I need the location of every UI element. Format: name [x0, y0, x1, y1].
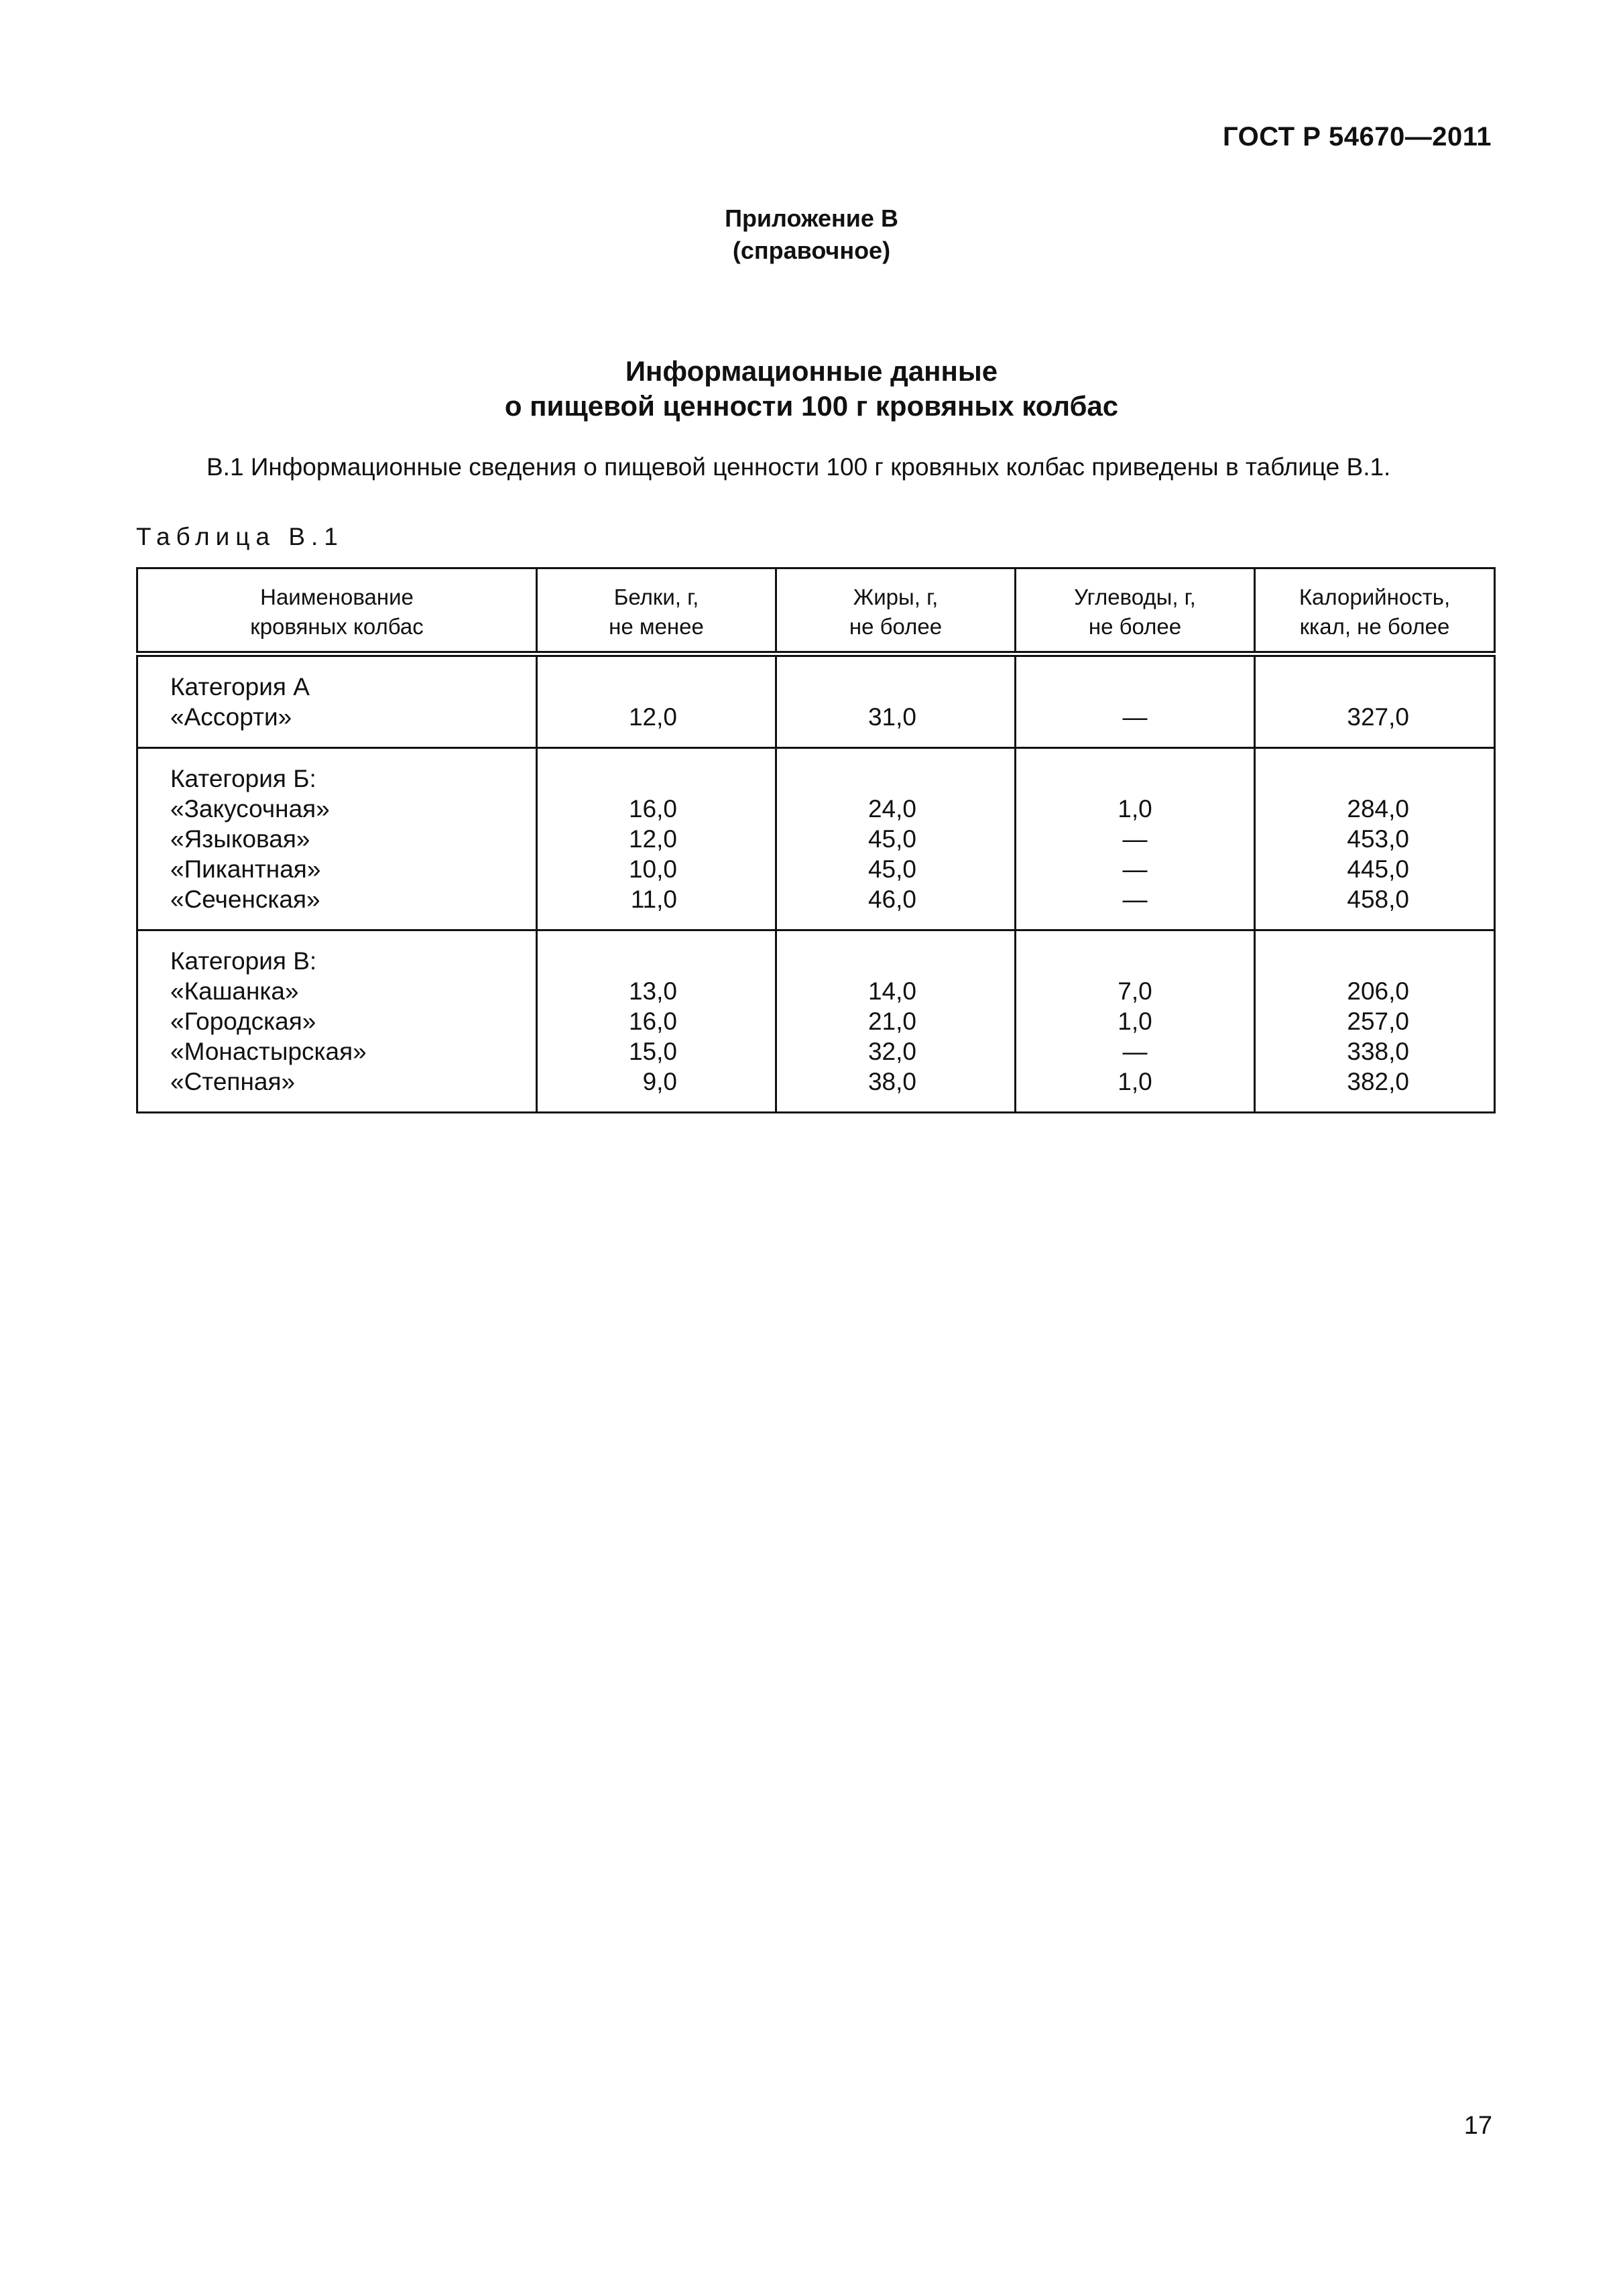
- fat-value: 45,0: [867, 855, 916, 883]
- cell-protein: [537, 654, 776, 748]
- cell-kcal: [1255, 930, 1495, 1113]
- kcal-value: 445,0: [1347, 855, 1409, 883]
- cell-fat: [776, 654, 1016, 748]
- document-code: ГОСТ Р 54670—2011: [1223, 122, 1492, 152]
- cell-carbs: [1016, 748, 1255, 930]
- table-row-group-c: [137, 930, 1495, 1113]
- product-name: «Закусочная»: [170, 795, 330, 823]
- protein-value: 16,0: [628, 1008, 677, 1035]
- annex-heading: [0, 202, 1623, 267]
- header-line: не более: [1088, 614, 1182, 639]
- cell-fat: [776, 748, 1016, 930]
- carbs-value: 7,0: [1118, 977, 1152, 1005]
- fat-value: 21,0: [867, 1008, 916, 1035]
- product-name: «Ассорти»: [170, 703, 292, 731]
- fat-value: 38,0: [867, 1068, 916, 1095]
- fat-value: 14,0: [867, 977, 916, 1005]
- intro-paragraph: В.1 Информационные сведения о пищевой ценности 100 г кровяных колбас приведены в таблице В.1.: [206, 453, 1391, 481]
- annex-title: Приложение В: [725, 204, 898, 232]
- kcal-value: 458,0: [1347, 886, 1409, 913]
- protein-value: 15,0: [628, 1038, 677, 1065]
- header-line: Жиры, г,: [853, 585, 939, 609]
- product-name: «Городская»: [170, 1008, 316, 1035]
- header-protein: [537, 568, 776, 654]
- page-number: 17: [1463, 2112, 1492, 2140]
- product-name: «Кашанка»: [170, 977, 299, 1005]
- header-fat: [776, 568, 1016, 654]
- product-name: «Монастырская»: [170, 1038, 367, 1065]
- header-line: Белки, г,: [613, 585, 699, 609]
- cell-fat: [776, 930, 1016, 1113]
- cell-names: [137, 654, 537, 748]
- header-line: Наименование: [260, 585, 414, 609]
- kcal-value: 284,0: [1347, 795, 1409, 823]
- fat-value: 32,0: [867, 1038, 916, 1065]
- fat-value: 46,0: [867, 886, 916, 913]
- cell-names: [137, 930, 537, 1113]
- carbs-value: 1,0: [1118, 1068, 1152, 1095]
- section-title-line1: Информационные данные: [625, 355, 998, 387]
- fat-value: 31,0: [867, 703, 916, 731]
- carbs-value: —: [1122, 703, 1148, 731]
- cell-carbs: [1016, 930, 1255, 1113]
- kcal-value: 453,0: [1347, 825, 1409, 853]
- cell-kcal: [1255, 748, 1495, 930]
- section-title-line2: о пищевой ценности 100 г кровяных колбас: [504, 390, 1119, 422]
- cell-carbs: [1016, 654, 1255, 748]
- cell-names: [137, 748, 537, 930]
- category-label: Категория А: [170, 673, 310, 701]
- header-line: ккал, не более: [1299, 614, 1450, 639]
- carbs-value: —: [1122, 825, 1148, 853]
- protein-value: 10,0: [628, 855, 677, 883]
- fat-value: 24,0: [867, 795, 916, 823]
- protein-value: 12,0: [628, 825, 677, 853]
- protein-value: 16,0: [628, 795, 677, 823]
- kcal-value: 382,0: [1347, 1068, 1409, 1095]
- product-name: «Сеченская»: [170, 886, 320, 913]
- table-header-row: [137, 568, 1495, 654]
- header-line: кровяных колбас: [250, 614, 424, 639]
- cell-protein: [537, 930, 776, 1113]
- protein-value: 9,0: [642, 1068, 677, 1095]
- header-line: Калорийность,: [1299, 585, 1451, 609]
- product-name: «Языковая»: [170, 825, 310, 853]
- cell-protein: [537, 748, 776, 930]
- fat-value: 45,0: [867, 825, 916, 853]
- carbs-value: —: [1122, 886, 1148, 913]
- carbs-value: —: [1122, 855, 1148, 883]
- header-line: Углеводы, г,: [1074, 585, 1196, 609]
- product-name: «Пикантная»: [170, 855, 321, 883]
- kcal-value: 338,0: [1347, 1038, 1409, 1065]
- protein-value: 12,0: [628, 703, 677, 731]
- carbs-value: 1,0: [1118, 1008, 1152, 1035]
- kcal-value: 206,0: [1347, 977, 1409, 1005]
- category-label: Категория В:: [170, 947, 317, 975]
- header-line: не менее: [609, 614, 704, 639]
- table-row-group-a: [137, 654, 1495, 748]
- nutrition-table: [136, 567, 1496, 1113]
- annex-type: (справочное): [732, 237, 891, 264]
- table-row-group-b: [137, 748, 1495, 930]
- carbs-value: —: [1122, 1038, 1148, 1065]
- protein-value: 13,0: [628, 977, 677, 1005]
- product-name: «Степная»: [170, 1068, 296, 1095]
- header-carbs: [1016, 568, 1255, 654]
- category-label: Категория Б:: [170, 765, 316, 792]
- protein-value: 11,0: [630, 886, 677, 913]
- table-label: Таблица В.1: [136, 523, 344, 550]
- carbs-value: 1,0: [1118, 795, 1152, 823]
- header-name: [137, 568, 537, 654]
- cell-kcal: [1255, 654, 1495, 748]
- section-title: [0, 354, 1623, 424]
- header-line: не более: [849, 614, 943, 639]
- kcal-value: 327,0: [1347, 703, 1409, 731]
- header-kcal: [1255, 568, 1495, 654]
- kcal-value: 257,0: [1347, 1008, 1409, 1035]
